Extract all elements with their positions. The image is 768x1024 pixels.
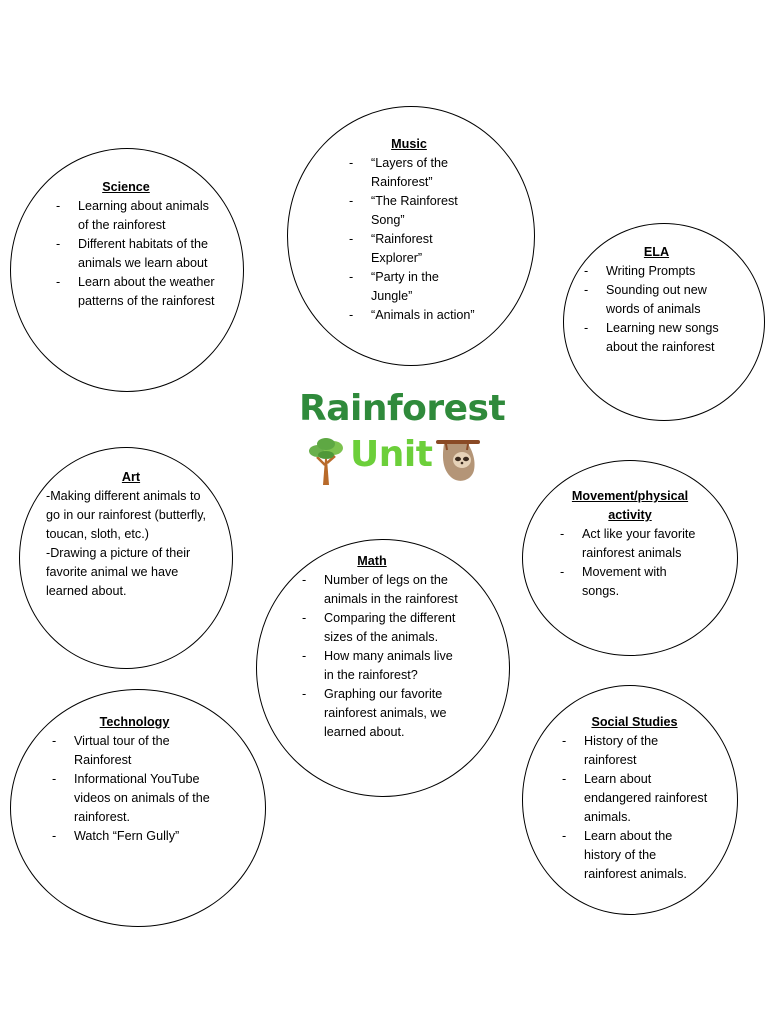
list-item: - “Party in the Jungle” <box>349 268 475 306</box>
list-item: - Learn about the weather patterns of the rainforest <box>56 273 216 311</box>
art-content <box>46 468 216 601</box>
logo-title-line1: Rainforest <box>299 388 506 429</box>
technology-list <box>52 732 242 846</box>
list-item: - Virtual tour of the Rainforest <box>52 732 204 770</box>
music-title: Music <box>391 137 427 151</box>
technology-title: Technology <box>99 715 170 729</box>
art-paragraph: -Making different animals to go in our rainforest (butterfly, toucan, sloth, etc.) <box>46 489 207 541</box>
logo-title-line2: Unit <box>350 434 433 475</box>
math-content <box>302 552 477 742</box>
art-paragraph: -Drawing a picture of their favorite animal we have learned about. <box>46 546 191 598</box>
tree-icon <box>308 435 344 487</box>
ela-title: ELA <box>643 245 670 259</box>
science-content <box>56 178 216 311</box>
movement-list <box>560 525 720 601</box>
ela-content <box>584 243 752 357</box>
list-item: - Movement with songs. <box>560 563 692 601</box>
list-item: - Informational YouTube videos on animals of the rainforest. <box>52 770 234 827</box>
social-studies-content <box>562 713 722 884</box>
rainforest-unit-logo <box>296 388 506 492</box>
list-item: - Sounding out new words of animals <box>584 281 726 319</box>
list-item: - Learn about the history of the rainforest animals. <box>562 827 704 884</box>
list-item: - “Rainforest Explorer” <box>349 230 475 268</box>
list-item: - Watch “Fern Gully” <box>52 827 242 846</box>
music-list <box>349 154 509 325</box>
list-item: - “Layers of the Rainforest” <box>349 154 475 192</box>
sloth-icon <box>434 438 482 484</box>
movement-content <box>560 487 720 601</box>
art-title: Art <box>121 470 141 484</box>
list-item: - How many animals live in the rainforest? <box>302 647 464 685</box>
list-item: - Comparing the different sizes of the animals. <box>302 609 464 647</box>
technology-content <box>52 713 242 846</box>
list-item: - Number of legs on the animals in the rainforest <box>302 571 477 609</box>
list-item: - “Animals in action” <box>349 306 509 325</box>
social-studies-title: Social Studies <box>591 715 678 729</box>
list-item: - Writing Prompts <box>584 262 752 281</box>
list-item: - Learning about animals of the rainforest <box>56 197 216 235</box>
list-item: - Learn about endangered rainforest animals. <box>562 770 714 827</box>
ela-list <box>584 262 752 357</box>
list-item: - Learning new songs about the rainforest <box>584 319 736 357</box>
movement-title: Movement/physical activity <box>571 489 689 522</box>
science-list <box>56 197 216 311</box>
list-item: - Graphing our favorite rainforest animals, we learned about. <box>302 685 477 742</box>
math-list <box>302 571 477 742</box>
social-studies-list <box>562 732 722 884</box>
science-title: Science <box>102 180 150 194</box>
list-item: - Act like your favorite rainforest animals <box>560 525 702 563</box>
music-content <box>349 135 509 325</box>
math-title: Math <box>357 554 387 568</box>
list-item: - Different habitats of the animals we learn about <box>56 235 216 273</box>
list-item: - “The Rainforest Song” <box>349 192 475 230</box>
list-item: - History of the rainforest <box>562 732 694 770</box>
